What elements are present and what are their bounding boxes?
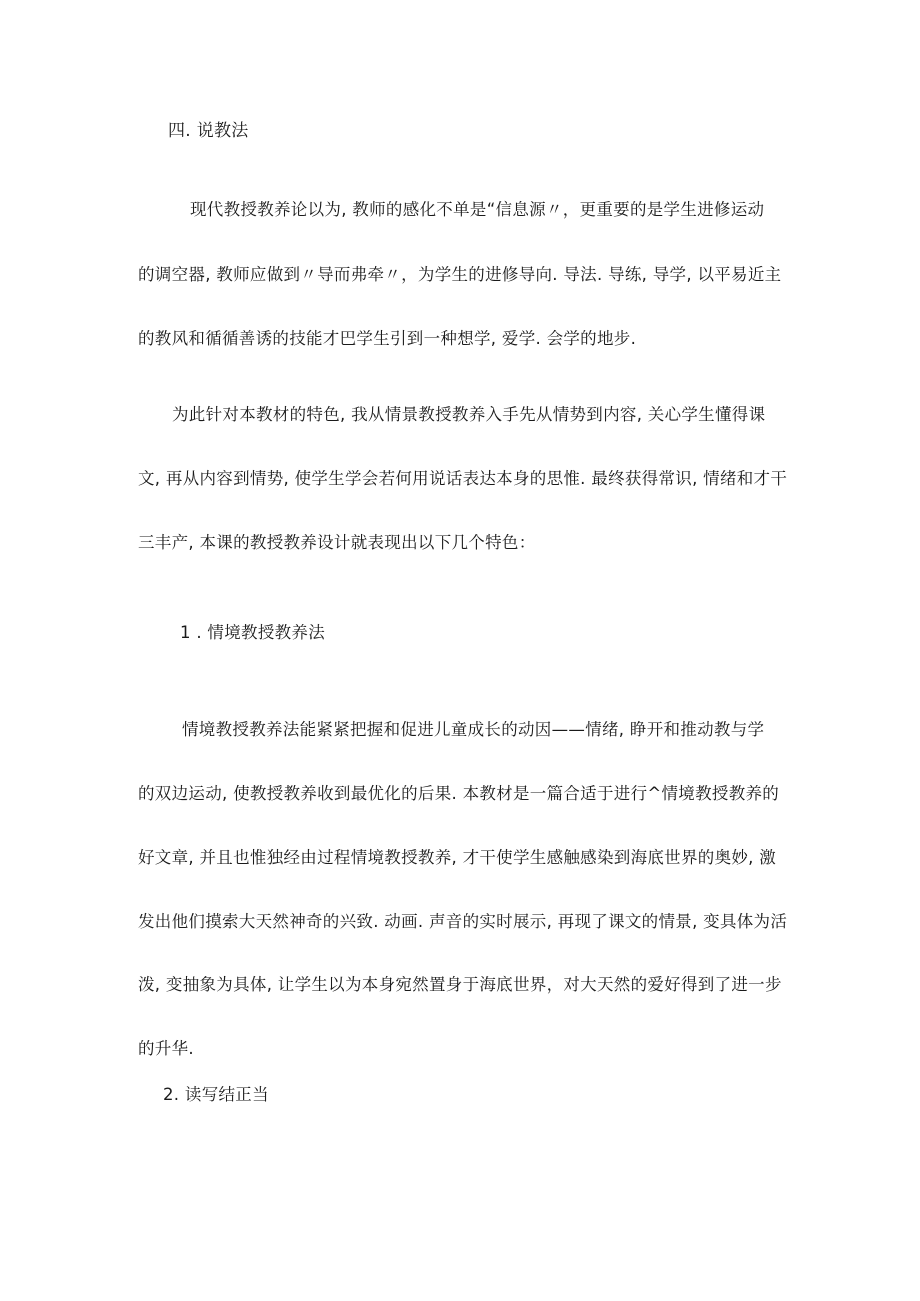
paragraph-line: 为此针对本教材的特色, 我从情景教授教养入手先从情势到内容, 关心学生懂得课 — [172, 405, 766, 424]
paragraph-line: 情境教授教养法能紧紧把握和促进儿童成长的动因——情绪, 睁开和推动教与学 — [182, 720, 765, 739]
paragraph-line: 的调空器, 教师应做到〃导而弗牵〃，为学生的进修导向. 导法. 导练, 导学, 以平易近主 — [138, 265, 782, 284]
paragraph-line: 好文章, 并且也惟独经由过程情境教授教养, 才干使学生感触感染到海底世界的奥妙, 激 — [138, 848, 777, 867]
paragraph-line: 泼, 变抽象为具体, 让学生以为本身宛然置身于海底世界，对大天然的爱好得到了进一步 — [138, 975, 782, 994]
paragraph-line: 发出他们摸索大天然神奇的兴致. 动画. 声音的实时展示, 再现了课文的情景, 变具体为活 — [138, 912, 788, 931]
subheading-reading-writing: 2. 读写结正当 — [163, 1085, 269, 1104]
paragraph-line: 三丰产, 本课的教授教养设计就表现出以下几个特色： — [138, 533, 536, 552]
paragraph-line: 的双边运动, 使教授教养收到最优化的后果. 本教材是一篇合适于进行^情境教授教养的 — [138, 784, 780, 803]
subheading-situational-method: 1 . 情境教授教养法 — [180, 623, 326, 642]
paragraph-line: 现代教授教养论以为, 教师的感化不单是“信息源〃，更重要的是学生进修运动 — [190, 200, 765, 219]
paragraph-line: 的教风和循循善诱的技能才巴学生引到一种想学, 爱学. 会学的地步. — [138, 329, 637, 348]
paragraph-line: 文, 再从内容到情势, 使学生学会若何用说话表达本身的思惟. 最终获得常识, 情绪和才干 — [138, 469, 788, 488]
paragraph-line: 的升华. — [138, 1039, 194, 1058]
section-heading: 四. 说教法 — [168, 121, 249, 141]
